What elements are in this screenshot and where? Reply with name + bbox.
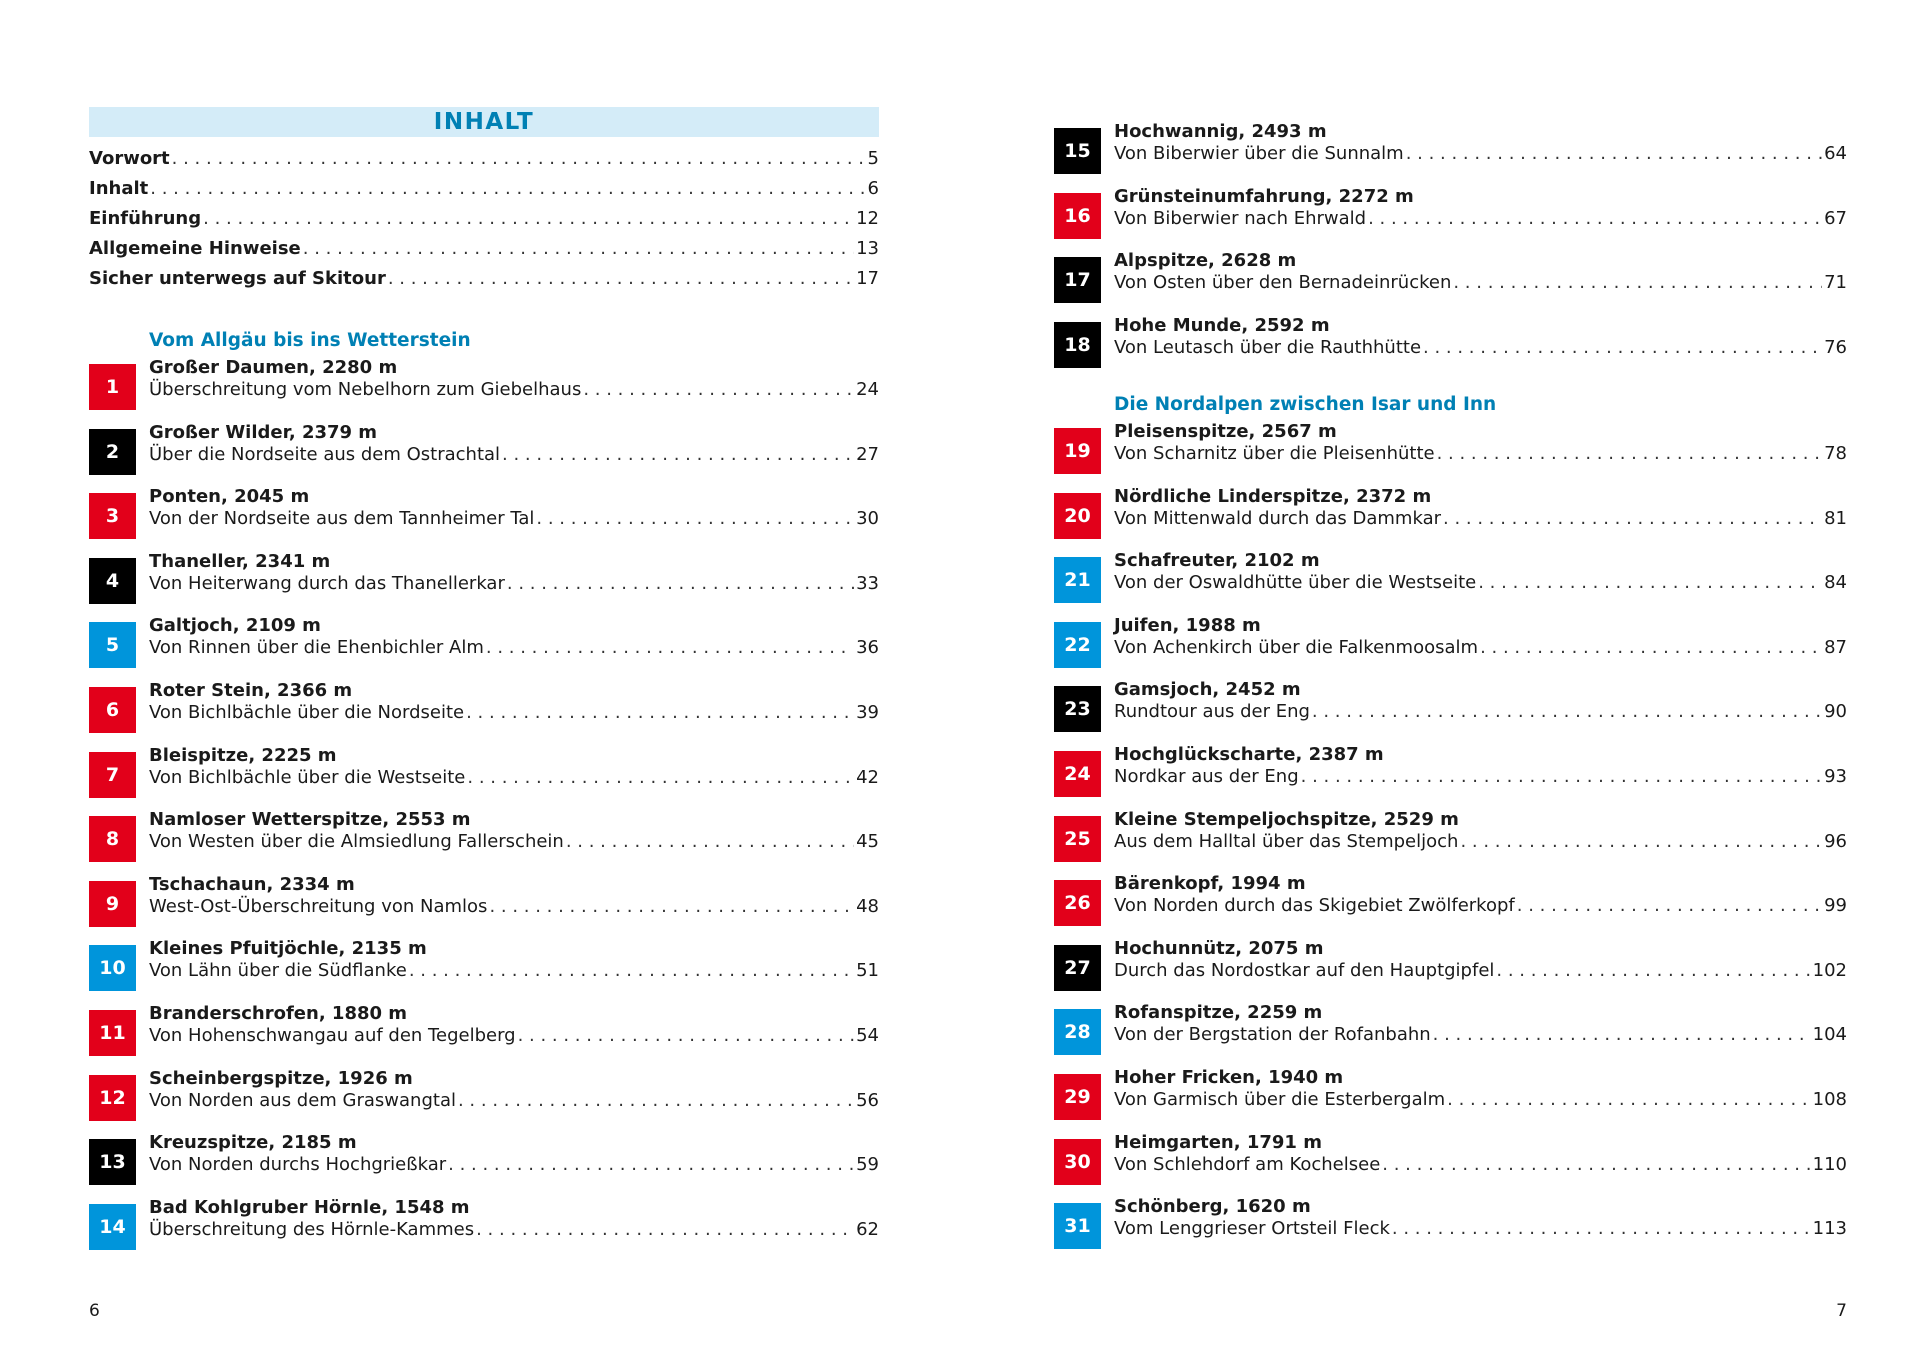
- tour-number-badge: 10: [89, 945, 136, 991]
- dot-leader: [203, 208, 854, 229]
- dot-leader: [1301, 766, 1822, 788]
- tour-title: Gamsjoch, 2452 m: [1114, 679, 1301, 701]
- tour-number-badge: 2: [89, 429, 136, 475]
- tour-entry[interactable]: [1054, 808, 1847, 862]
- toc-entry-title: Inhalt: [89, 178, 149, 199]
- tour-title: Großer Daumen, 2280 m: [149, 357, 398, 378]
- dot-leader: [507, 573, 854, 595]
- tour-page: 33: [856, 572, 879, 594]
- tour-entry[interactable]: [89, 938, 879, 991]
- tour-title: Bad Kohlgruber Hörnle, 1548 m: [149, 1196, 470, 1218]
- dot-leader: [1423, 337, 1822, 359]
- section-heading-allgaeu: Vom Allgäu bis ins Wetterstein: [149, 330, 471, 351]
- tour-route: Durch das Nordostkar auf den Hauptgipfel: [1114, 959, 1495, 981]
- tour-entry[interactable]: [1054, 185, 1847, 239]
- tour-text: [1114, 1067, 1847, 1111]
- tour-text: [1114, 808, 1847, 853]
- dot-leader: [448, 1154, 854, 1176]
- tour-entry[interactable]: [1054, 314, 1847, 368]
- dot-leader: [1517, 895, 1822, 917]
- tour-number-badge: 15: [1054, 128, 1101, 174]
- tour-page: 108: [1812, 1089, 1847, 1110]
- tour-route: Von Biberwier nach Ehrwald: [1114, 207, 1367, 229]
- tour-page: 93: [1824, 766, 1847, 787]
- tour-route: Von Mittenwald durch das Dammkar: [1114, 507, 1442, 529]
- tour-route: Von Biberwier über die Sunnalm: [1114, 143, 1404, 164]
- tour-route-line: [1114, 208, 1847, 230]
- dot-leader: [388, 268, 854, 289]
- tour-route: Von Rinnen über die Ehenbichler Alm: [149, 637, 484, 659]
- toc-entry-title: Allgemeine Hinweise: [89, 238, 301, 259]
- tour-text: [1114, 1131, 1847, 1176]
- tour-page: 96: [1824, 830, 1847, 852]
- dot-leader: [1437, 443, 1823, 465]
- tour-number-badge: 3: [89, 493, 136, 539]
- tour-title: Branderschrofen, 1880 m: [149, 1003, 408, 1024]
- dot-leader: [467, 767, 854, 789]
- tour-number-badge: 7: [89, 752, 136, 798]
- dot-leader: [536, 508, 854, 530]
- tour-entry[interactable]: [1054, 1131, 1847, 1185]
- tour-title: Alpspitze, 2628 m: [1114, 250, 1297, 272]
- tour-title: Scheinbergspitze, 1926 m: [149, 1067, 413, 1089]
- tour-title: Grünsteinumfahrung, 2272 m: [1114, 185, 1414, 207]
- tour-route-line: [149, 379, 879, 401]
- tour-text: [149, 421, 879, 466]
- tour-text: [1114, 314, 1847, 359]
- tour-entry[interactable]: [1054, 485, 1847, 539]
- dot-leader: [303, 238, 854, 259]
- tour-page: 76: [1824, 336, 1847, 358]
- tour-page: 39: [856, 702, 879, 723]
- tour-page: 30: [856, 508, 879, 530]
- tour-page: 84: [1824, 572, 1847, 594]
- dot-leader: [1496, 960, 1810, 982]
- tour-title: Hohe Munde, 2592 m: [1114, 314, 1330, 336]
- tour-route: Von Leutasch über die Rauthhütte: [1114, 336, 1422, 358]
- tour-route: Von Bichlbächle über die Nordseite: [149, 702, 465, 723]
- tour-route: Von Schlehdorf am Kochelsee: [1114, 1153, 1381, 1175]
- tour-page: 36: [856, 637, 879, 659]
- tour-route: Über die Nordseite aus dem Ostrachtal: [149, 443, 501, 465]
- tour-route: Von Norden durch das Skigebiet Zwölferkopf: [1114, 895, 1515, 917]
- tour-route-line: [149, 573, 879, 595]
- dot-leader: [150, 178, 865, 199]
- tour-page: 48: [856, 895, 879, 917]
- tour-route: Von Bichlbächle über die Westseite: [149, 766, 466, 788]
- toc-entry-page: 5: [867, 148, 879, 169]
- tour-page: 45: [856, 831, 879, 853]
- tour-number-badge: 24: [1054, 751, 1101, 797]
- toc-entry-page: 12: [856, 208, 879, 229]
- tour-page: 27: [856, 443, 879, 465]
- tour-entry[interactable]: [1054, 937, 1847, 991]
- tour-route-line: [149, 508, 879, 530]
- tour-text: [149, 809, 879, 853]
- tour-route-line: [149, 444, 879, 466]
- tour-route: Rundtour aus der Eng: [1114, 701, 1310, 723]
- tour-title: Hochunnütz, 2075 m: [1114, 937, 1324, 959]
- tour-route: Von Hohenschwangau auf den Tegelberg: [149, 1025, 516, 1046]
- dot-leader: [1368, 208, 1822, 230]
- tour-number-badge: 23: [1054, 686, 1101, 732]
- tour-entry[interactable]: [1054, 121, 1847, 174]
- tour-number-badge: 26: [1054, 880, 1101, 926]
- tour-text: [149, 680, 879, 724]
- tour-page: 87: [1824, 636, 1847, 658]
- toc-entry[interactable]: [89, 238, 879, 268]
- tour-number-badge: 4: [89, 558, 136, 604]
- tour-route-line: [1114, 1089, 1847, 1111]
- tour-route: Von Westen über die Almsiedlung Fallerschein: [149, 831, 564, 853]
- tour-number-badge: 25: [1054, 816, 1101, 862]
- dot-leader: [409, 960, 854, 982]
- tour-route: Aus dem Halltal über das Stempeljoch: [1114, 830, 1459, 852]
- tour-entry[interactable]: [1054, 421, 1847, 474]
- tour-number-badge: 6: [89, 687, 136, 733]
- tour-number-badge: 29: [1054, 1074, 1101, 1120]
- tour-route: Von Garmisch über die Esterbergalm: [1114, 1089, 1446, 1110]
- tour-route-line: [149, 702, 879, 724]
- tour-route-line: [149, 1025, 879, 1047]
- tour-route: Von Achenkirch über die Falkenmoosalm: [1114, 636, 1479, 658]
- tour-number-badge: 14: [89, 1204, 136, 1250]
- tour-title: Kreuzspitze, 2185 m: [149, 1132, 357, 1154]
- tour-route: Von der Oswaldhütte über die Westseite: [1114, 572, 1477, 594]
- section-heading-nordalpen: Die Nordalpen zwischen Isar und Inn: [1114, 394, 1497, 415]
- toc-entry-title: Einführung: [89, 208, 202, 229]
- tour-entry[interactable]: [1054, 679, 1847, 732]
- tour-route-line: [1114, 572, 1847, 594]
- tour-page: 81: [1824, 507, 1847, 529]
- tour-entry[interactable]: [89, 1067, 879, 1121]
- tour-page: 71: [1824, 272, 1847, 294]
- tour-number-badge: 27: [1054, 945, 1101, 991]
- tour-title: Bleispitze, 2225 m: [149, 744, 337, 766]
- tour-entry[interactable]: [89, 1003, 879, 1056]
- tour-number-badge: 22: [1054, 622, 1101, 668]
- tour-route-line: [1114, 1024, 1847, 1046]
- tour-entry[interactable]: [1054, 250, 1847, 303]
- tour-number-badge: 12: [89, 1075, 136, 1121]
- tour-text: [149, 873, 879, 918]
- tour-entry[interactable]: [1054, 550, 1847, 603]
- tour-route-line: [1114, 337, 1847, 359]
- tour-title: Rofanspitze, 2259 m: [1114, 1002, 1323, 1024]
- dot-leader: [486, 637, 854, 659]
- tour-page: 110: [1812, 1153, 1847, 1175]
- tour-route-line: [149, 767, 879, 789]
- tour-title: Ponten, 2045 m: [149, 486, 310, 508]
- tour-route-line: [149, 1219, 879, 1241]
- tour-route: Überschreitung des Hörnle-Kammes: [149, 1218, 475, 1240]
- page-number-left: 6: [89, 1301, 100, 1321]
- tour-text: [1114, 937, 1847, 982]
- toc-entry-page: 6: [867, 178, 879, 199]
- tour-text: [1114, 121, 1847, 165]
- toc-heading: INHALT: [89, 107, 879, 137]
- tour-route-line: [149, 831, 879, 853]
- tour-route: Von Norden durchs Hochgrießkar: [149, 1154, 447, 1176]
- tour-route-line: [1114, 766, 1847, 788]
- dot-leader: [1443, 508, 1822, 530]
- tour-text: [149, 938, 879, 982]
- tour-title: Thaneller, 2341 m: [149, 550, 331, 572]
- tour-route: Von Scharnitz über die Pleisenhütte: [1114, 443, 1435, 464]
- tour-title: Roter Stein, 2366 m: [149, 680, 353, 701]
- tour-text: [1114, 744, 1847, 788]
- tour-text: [1114, 250, 1847, 294]
- tour-title: Galtjoch, 2109 m: [149, 615, 321, 637]
- tour-text: [1114, 485, 1847, 530]
- tour-title: Schafreuter, 2102 m: [1114, 550, 1320, 572]
- toc-entry-title: Vorwort: [89, 148, 170, 169]
- tour-number-badge: 16: [1054, 193, 1101, 239]
- dot-leader: [1406, 143, 1822, 165]
- tour-page: 24: [856, 379, 879, 400]
- tour-entry[interactable]: [89, 357, 879, 410]
- tour-text: [1114, 185, 1847, 230]
- tour-entry[interactable]: [89, 421, 879, 475]
- tour-route: Von Norden aus dem Graswangtal: [149, 1089, 456, 1111]
- tour-page: 102: [1812, 959, 1847, 981]
- tour-route: Von Heiterwang durch das Thanellerkar: [149, 572, 505, 594]
- tour-route-line: [1114, 272, 1847, 294]
- tour-title: Großer Wilder, 2379 m: [149, 421, 378, 443]
- tour-entry[interactable]: [1054, 1002, 1847, 1055]
- tour-route: West-Ost-Überschreitung von Namlos: [149, 895, 488, 917]
- dot-leader: [1460, 831, 1822, 853]
- toc-entry[interactable]: [89, 208, 879, 238]
- tour-route: Überschreitung vom Nebelhorn zum Giebelhaus: [149, 379, 582, 400]
- dot-leader: [583, 379, 854, 401]
- tour-title: Bärenkopf, 1994 m: [1114, 873, 1306, 895]
- tour-text: [149, 1132, 879, 1176]
- tour-number-badge: 13: [89, 1139, 136, 1185]
- tour-page: 42: [856, 766, 879, 788]
- tour-route: Von Lähn über die Südflanke: [149, 960, 407, 982]
- tour-number-badge: 30: [1054, 1139, 1101, 1185]
- tour-number-badge: 28: [1054, 1009, 1101, 1055]
- tour-entry[interactable]: [89, 486, 879, 539]
- tour-number-badge: 11: [89, 1010, 136, 1056]
- tour-text: [149, 1003, 879, 1047]
- toc-entry-page: 13: [856, 238, 879, 259]
- tour-page: 51: [856, 960, 879, 982]
- tour-page: 56: [856, 1089, 879, 1111]
- tour-title: Namloser Wetterspitze, 2553 m: [149, 809, 471, 831]
- dot-leader: [1453, 272, 1822, 294]
- dot-leader: [1433, 1024, 1811, 1046]
- tour-title: Juifen, 1988 m: [1114, 614, 1261, 636]
- tour-entry[interactable]: [89, 680, 879, 733]
- tour-text: [149, 744, 879, 789]
- tour-route-line: [1114, 701, 1847, 723]
- tour-entry[interactable]: [89, 744, 879, 798]
- tour-entry[interactable]: [89, 1132, 879, 1185]
- tour-page: 64: [1824, 143, 1847, 164]
- tour-title: Kleine Stempeljochspitze, 2529 m: [1114, 808, 1459, 830]
- tour-text: [1114, 679, 1847, 723]
- tour-title: Hoher Fricken, 1940 m: [1114, 1067, 1344, 1088]
- tour-entry[interactable]: [89, 1196, 879, 1250]
- tour-route: Vom Lenggrieser Ortsteil Fleck: [1114, 1218, 1390, 1240]
- tour-route-line: [1114, 1218, 1847, 1240]
- tour-route-line: [149, 1154, 879, 1176]
- toc-entry[interactable]: [89, 148, 879, 178]
- tour-text: [149, 615, 879, 659]
- tour-number-badge: 8: [89, 816, 136, 862]
- dot-leader: [489, 896, 854, 918]
- dot-leader: [566, 831, 854, 853]
- tour-title: Hochwannig, 2493 m: [1114, 121, 1327, 142]
- tour-route-line: [1114, 443, 1847, 465]
- tour-page: 67: [1824, 207, 1847, 229]
- tour-route: Von der Nordseite aus dem Tannheimer Tal: [149, 508, 535, 530]
- tour-text: [149, 357, 879, 401]
- tour-entry[interactable]: [1054, 1067, 1847, 1120]
- tour-title: Schönberg, 1620 m: [1114, 1196, 1311, 1218]
- tour-page: 78: [1824, 443, 1847, 464]
- tour-text: [149, 550, 879, 595]
- dot-leader: [1392, 1218, 1811, 1240]
- tour-route-line: [1114, 143, 1847, 165]
- tour-number-badge: 18: [1054, 322, 1101, 368]
- tour-page: 99: [1824, 895, 1847, 917]
- toc-entry-page: 17: [856, 268, 879, 289]
- dot-leader: [1312, 701, 1822, 723]
- tour-route-line: [1114, 637, 1847, 659]
- tour-text: [1114, 873, 1847, 917]
- front-matter-list: [89, 148, 879, 298]
- tour-route: Nordkar aus der Eng: [1114, 766, 1299, 787]
- dot-leader: [518, 1025, 855, 1047]
- tour-title: Pleisenspitze, 2567 m: [1114, 421, 1337, 442]
- tour-number-badge: 20: [1054, 493, 1101, 539]
- tour-route-line: [1114, 960, 1847, 982]
- tour-entry[interactable]: [1054, 744, 1847, 797]
- tour-route: Von der Bergstation der Rofanbahn: [1114, 1024, 1431, 1046]
- tour-text: [1114, 550, 1847, 594]
- tour-entry[interactable]: [89, 550, 879, 604]
- tour-text: [1114, 1196, 1847, 1240]
- tour-title: Hochglückscharte, 2387 m: [1114, 744, 1384, 765]
- tour-number-badge: 9: [89, 881, 136, 927]
- tour-route-line: [1114, 508, 1847, 530]
- right-page: [1054, 0, 1847, 1359]
- dot-leader: [1447, 1089, 1810, 1111]
- toc-entry[interactable]: [89, 268, 879, 298]
- tour-title: Nördliche Linderspitze, 2372 m: [1114, 485, 1432, 507]
- toc-entry-title: Sicher unterwegs auf Skitour: [89, 268, 386, 289]
- tour-entry[interactable]: [1054, 873, 1847, 926]
- dot-leader: [1478, 572, 1822, 594]
- tour-entry[interactable]: [89, 615, 879, 668]
- tour-text: [149, 1067, 879, 1112]
- tour-page: 104: [1812, 1024, 1847, 1046]
- tour-route-line: [149, 896, 879, 918]
- tour-text: [1114, 421, 1847, 465]
- tour-text: [1114, 1002, 1847, 1046]
- tour-entry[interactable]: [1054, 1196, 1847, 1249]
- dot-leader: [502, 444, 854, 466]
- dot-leader: [458, 1090, 854, 1112]
- dot-leader: [172, 148, 866, 169]
- tour-text: [149, 1196, 879, 1241]
- tour-number-badge: 5: [89, 622, 136, 668]
- tour-number-badge: 19: [1054, 428, 1101, 474]
- tour-route-line: [149, 960, 879, 982]
- dot-leader: [1382, 1154, 1810, 1176]
- tour-route: Von Osten über den Bernadeinrücken: [1114, 272, 1452, 294]
- tour-page: 59: [856, 1154, 879, 1176]
- left-page: [89, 0, 879, 1359]
- tour-route-line: [149, 637, 879, 659]
- tour-page: 62: [856, 1218, 879, 1240]
- tour-title: Heimgarten, 1791 m: [1114, 1131, 1322, 1153]
- tour-number-badge: 1: [89, 364, 136, 410]
- tour-route-line: [1114, 1154, 1847, 1176]
- page-number-right: 7: [1836, 1301, 1847, 1321]
- toc-entry[interactable]: [89, 178, 879, 208]
- tour-number-badge: 31: [1054, 1203, 1101, 1249]
- tour-title: Tschachaun, 2334 m: [149, 873, 355, 895]
- tour-page: 54: [856, 1025, 879, 1046]
- tour-page: 113: [1812, 1218, 1847, 1240]
- dot-leader: [476, 1219, 854, 1241]
- tour-title: Kleines Pfuitjöchle, 2135 m: [149, 938, 427, 960]
- tour-entry[interactable]: [1054, 614, 1847, 668]
- tour-entry[interactable]: [89, 873, 879, 927]
- tour-route-line: [1114, 831, 1847, 853]
- tour-number-badge: 21: [1054, 557, 1101, 603]
- tour-route-line: [149, 1090, 879, 1112]
- tour-entry[interactable]: [89, 809, 879, 862]
- tour-number-badge: 17: [1054, 257, 1101, 303]
- dot-leader: [1480, 637, 1822, 659]
- tour-page: 90: [1824, 701, 1847, 723]
- tour-text: [149, 486, 879, 530]
- dot-leader: [466, 702, 854, 724]
- tour-text: [1114, 614, 1847, 659]
- tour-route-line: [1114, 895, 1847, 917]
